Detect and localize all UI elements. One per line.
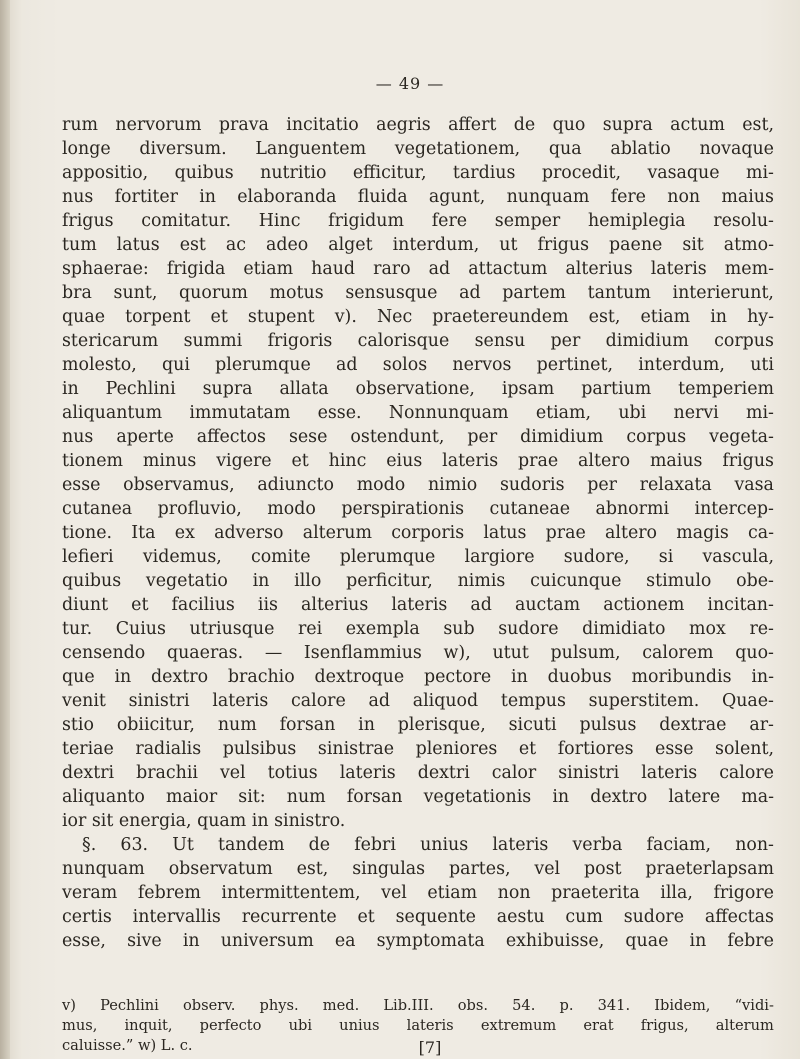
text-line: teriae radialis pulsibus sinistrae pleniores et fortiores esse solent, <box>62 739 774 759</box>
text-line: tione. Ita ex adverso alterum corporis latus prae altero magis ca- <box>62 523 774 543</box>
text-line: venit sinistri lateris calore ad aliquod tempus superstitem. Quae- <box>62 691 774 711</box>
footnote-line: v) Pechlini observ. phys. med. Lib.III. obs. 54. p. 341. Ibidem, “vidi- <box>62 997 774 1014</box>
text-line: molesto, qui plerumque ad solos nervos pertinet, interdum, uti <box>62 355 774 375</box>
text-line: esse, sive in universum ea symptomata exhibuisse, quae in febre <box>62 931 774 951</box>
text-line: rum nervorum prava incitatio aegris affert de quo supra actum est, <box>62 115 774 135</box>
text-line: nunquam observatum est, singulas partes, vel post praeterlapsam <box>62 859 774 879</box>
section-heading-line: §. 63. Ut tandem de febri unius lateris verba faciam, non- <box>82 835 774 855</box>
text-line: in Pechlini supra allata observatione, ipsam partium temperiem <box>62 379 774 399</box>
page-number: — 49 — <box>375 74 445 93</box>
text-line: frigus comitatur. Hinc frigidum fere semper hemiplegia resolu- <box>62 211 774 231</box>
text-line: tum latus est ac adeo alget interdum, ut frigus paene sit atmo- <box>62 235 774 255</box>
signature-mark: [7] <box>418 1038 442 1057</box>
text-line: nus fortiter in elaboranda fluida agunt, nunquam fere non maius <box>62 187 774 207</box>
footnote-line: caluisse.” w) L. c. <box>62 1037 193 1054</box>
text-line: tionem minus vigere et hinc eius lateris prae altero maius frigus <box>62 451 774 471</box>
footnote-line: mus, inquit, perfecto ubi unius lateris extremum erat frigus, alterum <box>62 1017 774 1034</box>
text-line: ior sit energia, quam in sinistro. <box>62 811 346 831</box>
text-line: stio obiicitur, num forsan in plerisque, sicuti pulsus dextrae ar- <box>62 715 774 735</box>
text-line: appositio, quibus nutritio efficitur, tardius procedit, vasaque mi- <box>62 163 774 183</box>
text-line: aliquantum immutatam esse. Nonnunquam etiam, ubi nervi mi- <box>62 403 774 423</box>
text-line: censendo quaeras. — Isenflammius w), utut pulsum, calorem quo- <box>62 643 774 663</box>
text-line: cutanea profluvio, modo perspirationis cutaneae abnormi intercep- <box>62 499 774 519</box>
text-line: veram febrem intermittentem, vel etiam non praeterita illa, frigore <box>62 883 774 903</box>
text-line: quae torpent et stupent v). Nec praetereundem est, etiam in hy- <box>62 307 774 327</box>
binding-edge <box>0 0 10 1059</box>
text-line: quibus vegetatio in illo perficitur, nimis cuicunque stimulo obe- <box>62 571 774 591</box>
text-line: aliquanto maior sit: num forsan vegetationis in dextro latere ma- <box>62 787 774 807</box>
text-line: longe diversum. Languentem vegetationem, qua ablatio novaque <box>62 139 774 159</box>
text-line: esse observamus, adiuncto modo nimio sudoris per relaxata vasa <box>62 475 774 495</box>
text-line: lefieri videmus, comite plerumque largiore sudore, si vascula, <box>62 547 774 567</box>
text-line: que in dextro brachio dextroque pectore in duobus moribundis in- <box>62 667 774 687</box>
main-text <box>62 113 774 953</box>
text-line: sphaerae: frigida etiam haud raro ad attactum alterius lateris mem- <box>62 259 774 279</box>
text-line: tur. Cuius utriusque rei exempla sub sudore dimidiato mox re- <box>62 619 774 639</box>
text-line: bra sunt, quorum motus sensusque ad partem tantum interierunt, <box>62 283 774 303</box>
text-line: dextri brachii vel totius lateris dextri calor sinistri lateris calore <box>62 763 774 783</box>
text-line: stericarum summi frigoris calorisque sensu per dimidium corpus <box>62 331 774 351</box>
text-line: diunt et facilius iis alterius lateris ad auctam actionem incitan- <box>62 595 774 615</box>
text-line: certis intervallis recurrente et sequente aestu cum sudore affectas <box>62 907 774 927</box>
text-line: nus aperte affectos sese ostendunt, per dimidium corpus vegeta- <box>62 427 774 447</box>
